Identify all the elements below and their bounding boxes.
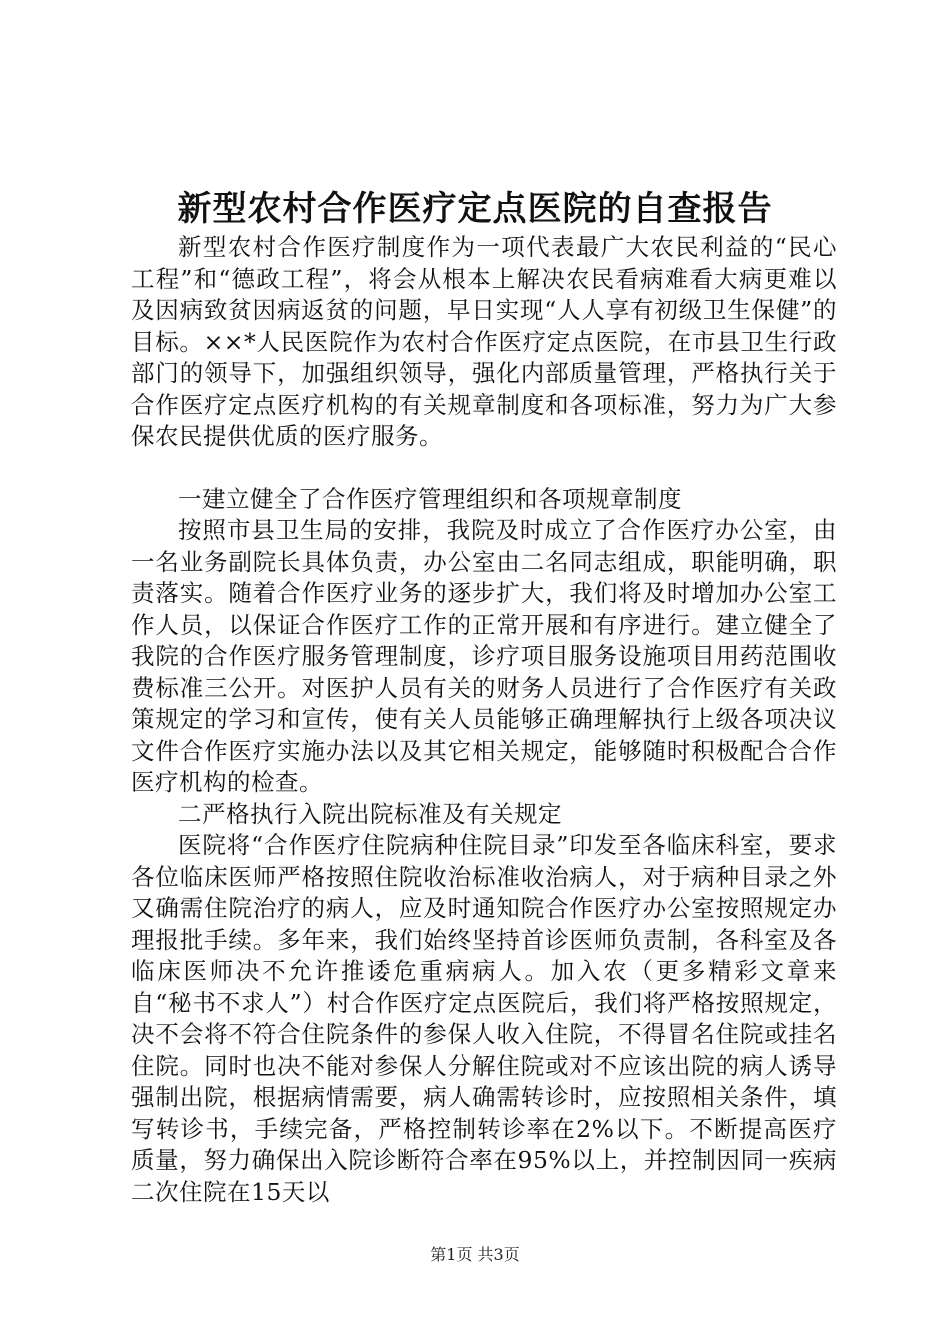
section-paragraph-2: 医院将“合作医疗住院病种住院目录”印发至各临床科室，要求各位临床医师严格按照住院收治标准收治病人，对于病种目录之外又确需住院治疗的病人，应及时通知院合作医疗办公室按照规定办理报批手续。多年来，我们始终坚持首诊医师负责制，各科室及各临床医师决不允许推诿危重病病人。加入农（更多精彩文章来自“秘书不求人”）村合作医疗定点医院后，我们将严格按照规定，决不会将不符合住院条件的参保人收入住院，不得冒名住院或挂名住院。同时也决不能对参保人分解住院或对不应该出院的病人诱导强制出院，根据病情需要，病人确需转诊时，应按照相关条件，填写转诊书，手续完备，严格控制转诊率在2%以下。不断提高医疗质量，努力确保出入院诊断符合率在95%以上，并控制因同一疾病二次住院在15天以 [131,831,837,1206]
intro-paragraph: 新型农村合作医疗制度作为一项代表最广大农民利益的“民心工程”和“德政工程”，将会从根本上解决农民看病难看大病更难以及因病致贫因病返贫的问题，早日实现“人人享有初级卫生保健”的目标。××*人民医院作为农村合作医疗定点医院，在市县卫生行政部门的领导下，加强组织领导，强化内部质量管理，严格执行关于合作医疗定点医疗机构的有关规章制度和各项标准，努力为广大参保农民提供优质的医疗服务。 [131,233,837,450]
section-heading-2: 二严格执行入院出院标准及有关规定 [178,799,562,828]
section-heading-1: 一建立健全了合作医疗管理组织和各项规章制度 [178,484,682,513]
document-title: 新型农村合作医疗定点医院的自查报告 [177,189,773,229]
section-paragraph-1: 按照市县卫生局的安排，我院及时成立了合作医疗办公室，由一名业务副院长具体负责，办公室由二名同志组成，职能明确，职责落实。随着合作医疗业务的逐步扩大，我们将及时增加办公室工作人员，以保证合作医疗工作的正常开展和有序进行。建立健全了我院的合作医疗服务管理制度，诊疗项目服务设施项目用药范围收费标准三公开。对医护人员有关的财务人员进行了合作医疗有关政策规定的学习和宣传，使有关人员能够正确理解执行上级各项决议文件合作医疗实施办法以及其它相关规定，能够随时积极配合合作医疗机构的检查。 [131,516,837,796]
page-footer: 第1页 共3页 [430,1245,520,1264]
paragraph-spacer [131,453,837,484]
document-body [131,232,837,1208]
